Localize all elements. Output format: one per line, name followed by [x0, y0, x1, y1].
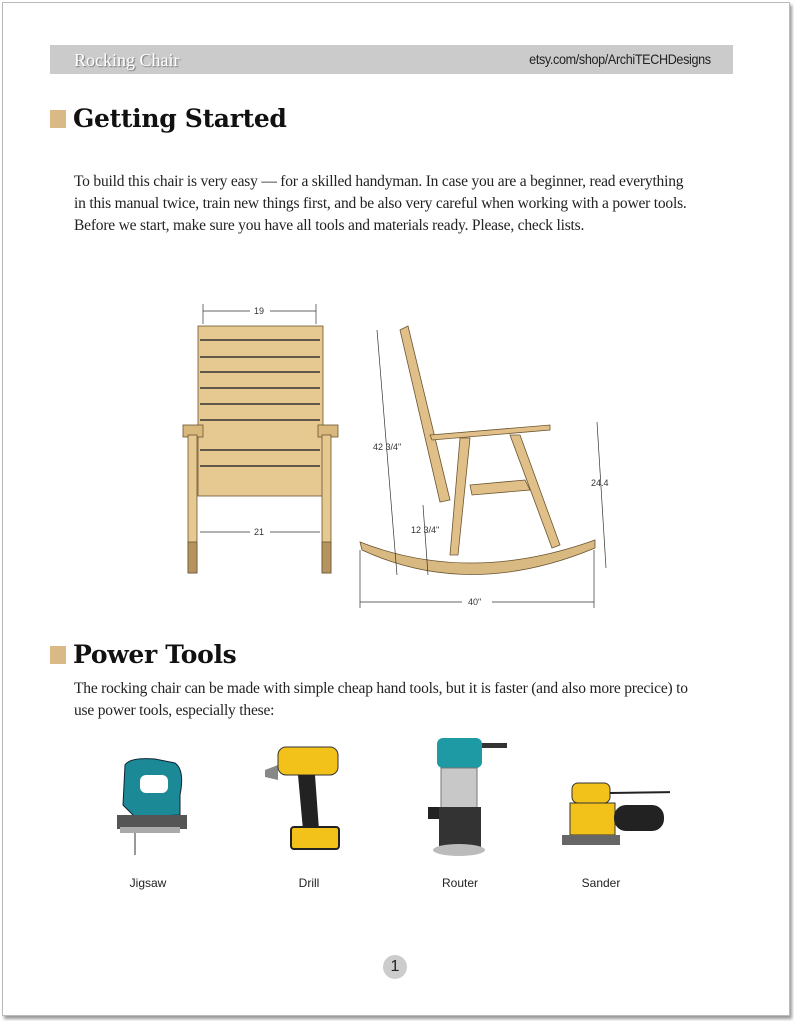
chair-dimension-diagram	[170, 290, 620, 620]
drill-icon	[253, 735, 363, 860]
dimension-front-top: 19	[254, 306, 265, 316]
tool-label-jigsaw: Jigsaw	[129, 876, 167, 890]
jigsaw-image	[85, 735, 215, 860]
dimension-seat-height: 12 3/4"	[411, 525, 440, 535]
dimension-side-height: 42 3/4"	[373, 442, 402, 452]
tool-label-sander: Sander	[581, 876, 621, 890]
jigsaw-icon	[95, 735, 205, 860]
page-header-bar	[50, 45, 733, 74]
drill-image	[243, 735, 373, 860]
router-image	[395, 735, 525, 860]
section-heading-getting-started	[50, 104, 287, 133]
router-icon	[395, 735, 525, 860]
heading-text: Power Tools	[73, 640, 237, 669]
sander-icon	[540, 735, 670, 860]
dimension-arm-height: 24.4	[591, 478, 609, 488]
tool-label-drill: Drill	[298, 876, 320, 890]
paragraph-line: in this manual twice, train new things first, and be also very careful when working with a power tools.	[74, 195, 687, 212]
heading-marker-icon	[50, 110, 70, 128]
dimension-front-bottom: 21	[254, 527, 265, 537]
header-title: Rocking Chair	[74, 50, 180, 70]
paragraph-line: To build this chair is very easy — for a skilled handyman. In case you are a beginner, read everything	[74, 173, 684, 190]
dimension-side-length: 40"	[468, 597, 482, 607]
paragraph-line: Before we start, make sure you have all tools and materials ready. Please, check lists.	[74, 217, 585, 234]
heading-marker-icon	[50, 646, 70, 664]
paragraph-line: The rocking chair can be made with simple cheap hand tools, but it is faster (and also more precice) to	[74, 680, 688, 697]
paragraph-line: use power tools, especially these:	[74, 702, 275, 719]
page-number: 1	[383, 955, 407, 979]
sander-image	[540, 735, 670, 860]
header-shop-url: etsy.com/shop/ArchiTECHDesigns	[529, 51, 711, 67]
section-heading-power-tools	[50, 640, 236, 669]
tool-label-router: Router	[441, 876, 479, 890]
intro-paragraph	[74, 171, 714, 237]
heading-text: Getting Started	[73, 104, 287, 133]
power-tools-paragraph	[74, 678, 714, 722]
